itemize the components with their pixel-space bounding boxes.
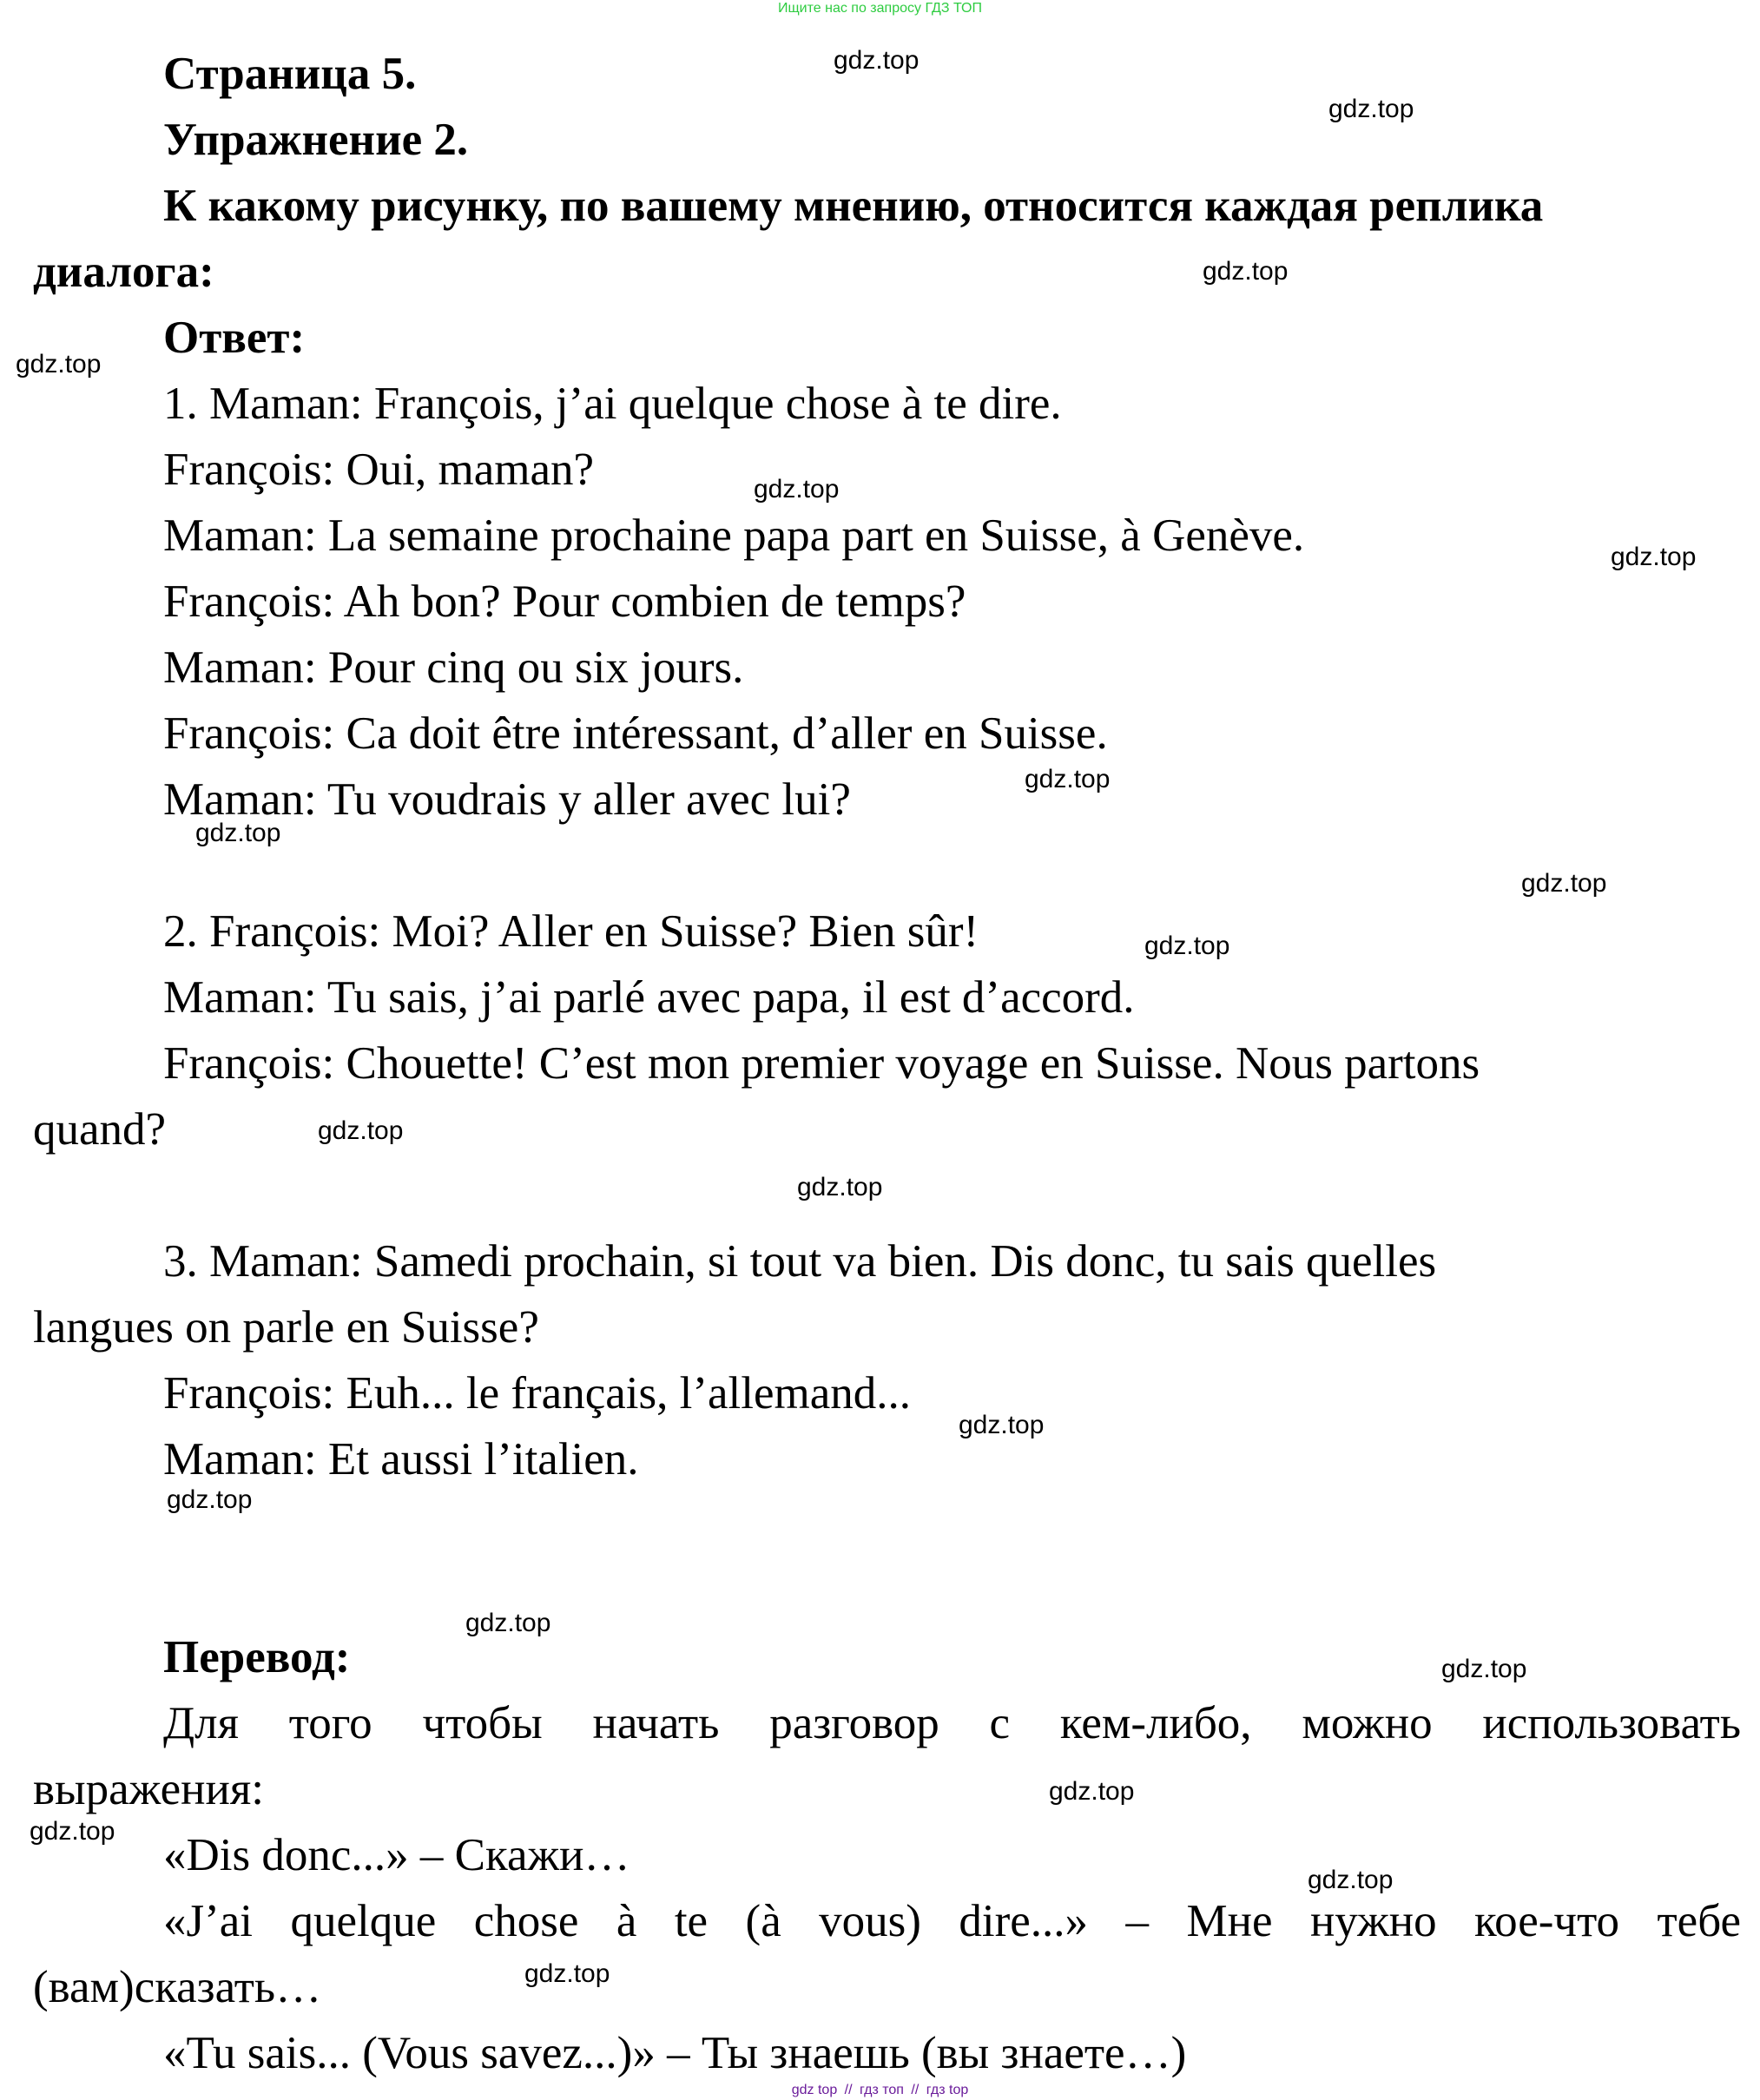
watermark: gdz.top <box>1144 932 1230 960</box>
dialogue-line: Maman: La semaine prochaine papa part en Suisse, à Genève. <box>163 510 1305 561</box>
footer-link[interactable]: gdz top <box>791 2083 838 2097</box>
dialogue-line: François: Euh... le français, l’allemand... <box>163 1368 911 1419</box>
watermark: gdz.top <box>167 1485 253 1514</box>
dialogue-line: Maman: Tu voudrais y aller avec lui? <box>163 774 851 825</box>
dialogue-line: François: Ca doit être intéressant, d’aller en Suisse. <box>163 708 1108 759</box>
header-note: Ищите нас по запросу ГДЗ ТОП <box>778 1 982 16</box>
dialogue-line: François: Ah bon? Pour combien de temps? <box>163 576 966 627</box>
translation-expression-continued: (вам)сказать… <box>33 1962 322 2012</box>
watermark: gdz.top <box>1203 257 1289 286</box>
watermark: gdz.top <box>1441 1655 1527 1683</box>
watermark: gdz.top <box>1328 95 1414 123</box>
footer-link[interactable]: гдз топ <box>860 2083 904 2097</box>
watermark: gdz.top <box>1521 869 1607 898</box>
translation-intro-line-2: выражения: <box>33 1764 264 1814</box>
dialogue-line: François: Oui, maman? <box>163 444 595 495</box>
watermark: gdz.top <box>16 350 102 379</box>
footer-link[interactable]: гдз top <box>926 2083 969 2097</box>
dialogue-line: quand? <box>33 1104 167 1155</box>
dialogue-line: Maman: Et aussi l’italien. <box>163 1434 639 1484</box>
watermark: gdz.top <box>195 819 281 847</box>
watermark: gdz.top <box>1308 1866 1394 1894</box>
watermark: gdz.top <box>1025 765 1111 793</box>
dialogue-line: langues on parle en Suisse? <box>33 1302 539 1353</box>
watermark: gdz.top <box>834 46 920 75</box>
dialogue-line: Maman: Tu sais, j’ai parlé avec papa, il est d’accord. <box>163 972 1135 1023</box>
watermark: gdz.top <box>524 1959 610 1988</box>
dialogue-line: 1. Maman: François, j’ai quelque chose à te dire. <box>163 379 1062 429</box>
translation-expression: «Dis donc...» – Скажи… <box>163 1830 630 1880</box>
footer-separator: // <box>844 2083 853 2097</box>
dialogue-line: François: Chouette! C’est mon premier voyage en Suisse. Nous partons <box>163 1038 1480 1089</box>
dialogue-line: 3. Maman: Samedi prochain, si tout va bien. Dis donc, tu sais quelles <box>163 1236 1437 1287</box>
watermark: gdz.top <box>797 1173 883 1201</box>
translation-label: Перевод: <box>163 1632 351 1682</box>
watermark: gdz.top <box>318 1116 404 1145</box>
question-line-1: К какому рисунку, по вашему мнению, относится каждая реплика <box>163 181 1544 231</box>
footer <box>0 2082 1760 2099</box>
page-title: Страница 5. <box>163 49 417 99</box>
watermark: gdz.top <box>959 1411 1045 1439</box>
question-line-2: диалога: <box>33 247 214 297</box>
footer-separator: // <box>911 2083 920 2097</box>
translation-expression: «Tu sais... (Vous savez...)» – Ты знаешь (вы знаете…) <box>163 2028 1187 2078</box>
dialogue-line: Maman: Pour cinq ou six jours. <box>163 642 744 693</box>
watermark: gdz.top <box>754 475 840 504</box>
answer-label: Ответ: <box>163 313 306 363</box>
watermark: gdz.top <box>30 1817 115 1846</box>
watermark: gdz.top <box>465 1609 551 1637</box>
translation-intro-line-1: Для того чтобы начать разговор с кем-либо, можно использовать <box>163 1698 1741 1748</box>
dialogue-line: 2. François: Moi? Aller en Suisse? Bien sûr! <box>163 906 979 957</box>
watermark: gdz.top <box>1611 543 1697 571</box>
watermark: gdz.top <box>1049 1777 1135 1806</box>
translation-expression: «J’ai quelque chose à te (à vous) dire...» – Мне нужно кое-что тебе <box>163 1896 1741 1946</box>
exercise-title: Упражнение 2. <box>163 115 469 165</box>
